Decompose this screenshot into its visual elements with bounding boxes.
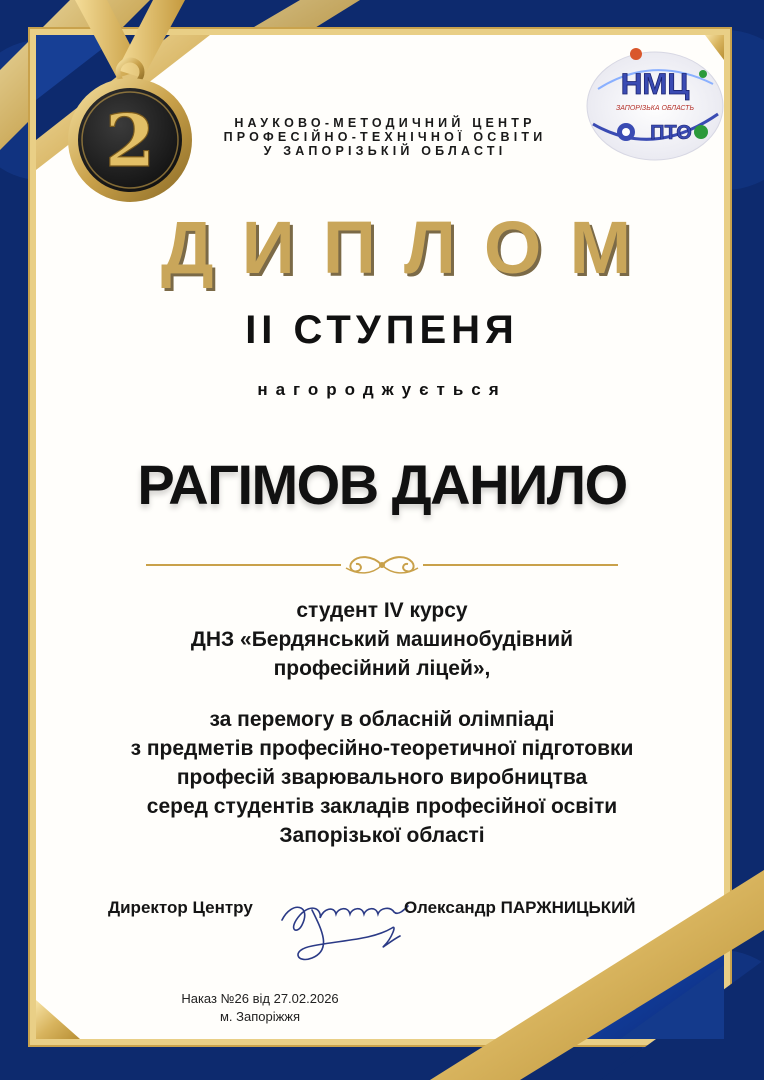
details-line-6: професій зварювального виробництва [176,766,588,789]
handwritten-signature [272,880,422,970]
organization-line-3: У ЗАПОРІЗЬКІЙ ОБЛАСТІ [263,144,507,158]
details-line-2: ДНЗ «Бердянський машинобудівний [190,628,574,651]
organization-header [195,116,575,158]
details-line-7: серед студентів закладів професійної освіти [146,795,618,818]
award-reason [0,705,764,850]
student-details [0,596,764,683]
svg-text:ЗАПОРІЗЬКА ОБЛАСТЬ: ЗАПОРІЗЬКА ОБЛАСТЬ [615,105,695,112]
diploma-degree: ІІ СТУПЕНЯ [245,308,519,352]
medal-icon [55,0,205,225]
organization-line-1: НАУКОВО-МЕТОДИЧНИЙ ЦЕНТР [234,116,536,130]
details-line-1: студент IV курсу [296,599,468,622]
awarded-label: нагороджується [257,380,507,399]
order-city: м. Запоріжжя [219,1009,301,1024]
medal-number: 2 [104,98,156,183]
details-line-8: Запорізької області [279,824,485,847]
details-line-4: за перемогу в обласній олімпіаді [209,708,555,731]
order-number: Наказ №26 від 27.02.2026 [181,991,339,1006]
order-info [130,990,390,1026]
organization-line-2: ПРОФЕСІЙНО-ТЕХНІЧНОЇ ОСВІТИ [223,130,547,144]
recipient-name: РАГІМОВ ДАНИЛО [137,453,627,516]
signatory-name: Олександр ПАРЖНИЦЬКИЙ [404,898,636,917]
signatory-title: Директор Центру [108,898,253,917]
details-line-3: професійний ліцей», [273,657,491,680]
details-line-5: з предметів професійно-теоретичної підготовки [130,737,634,760]
svg-text:ПТО: ПТО [650,122,692,144]
svg-text:НМЦ: НМЦ [620,68,690,101]
diploma-title: ДИПЛОМ [160,206,660,289]
ornament-divider [146,552,618,578]
nmc-logo [583,44,728,162]
